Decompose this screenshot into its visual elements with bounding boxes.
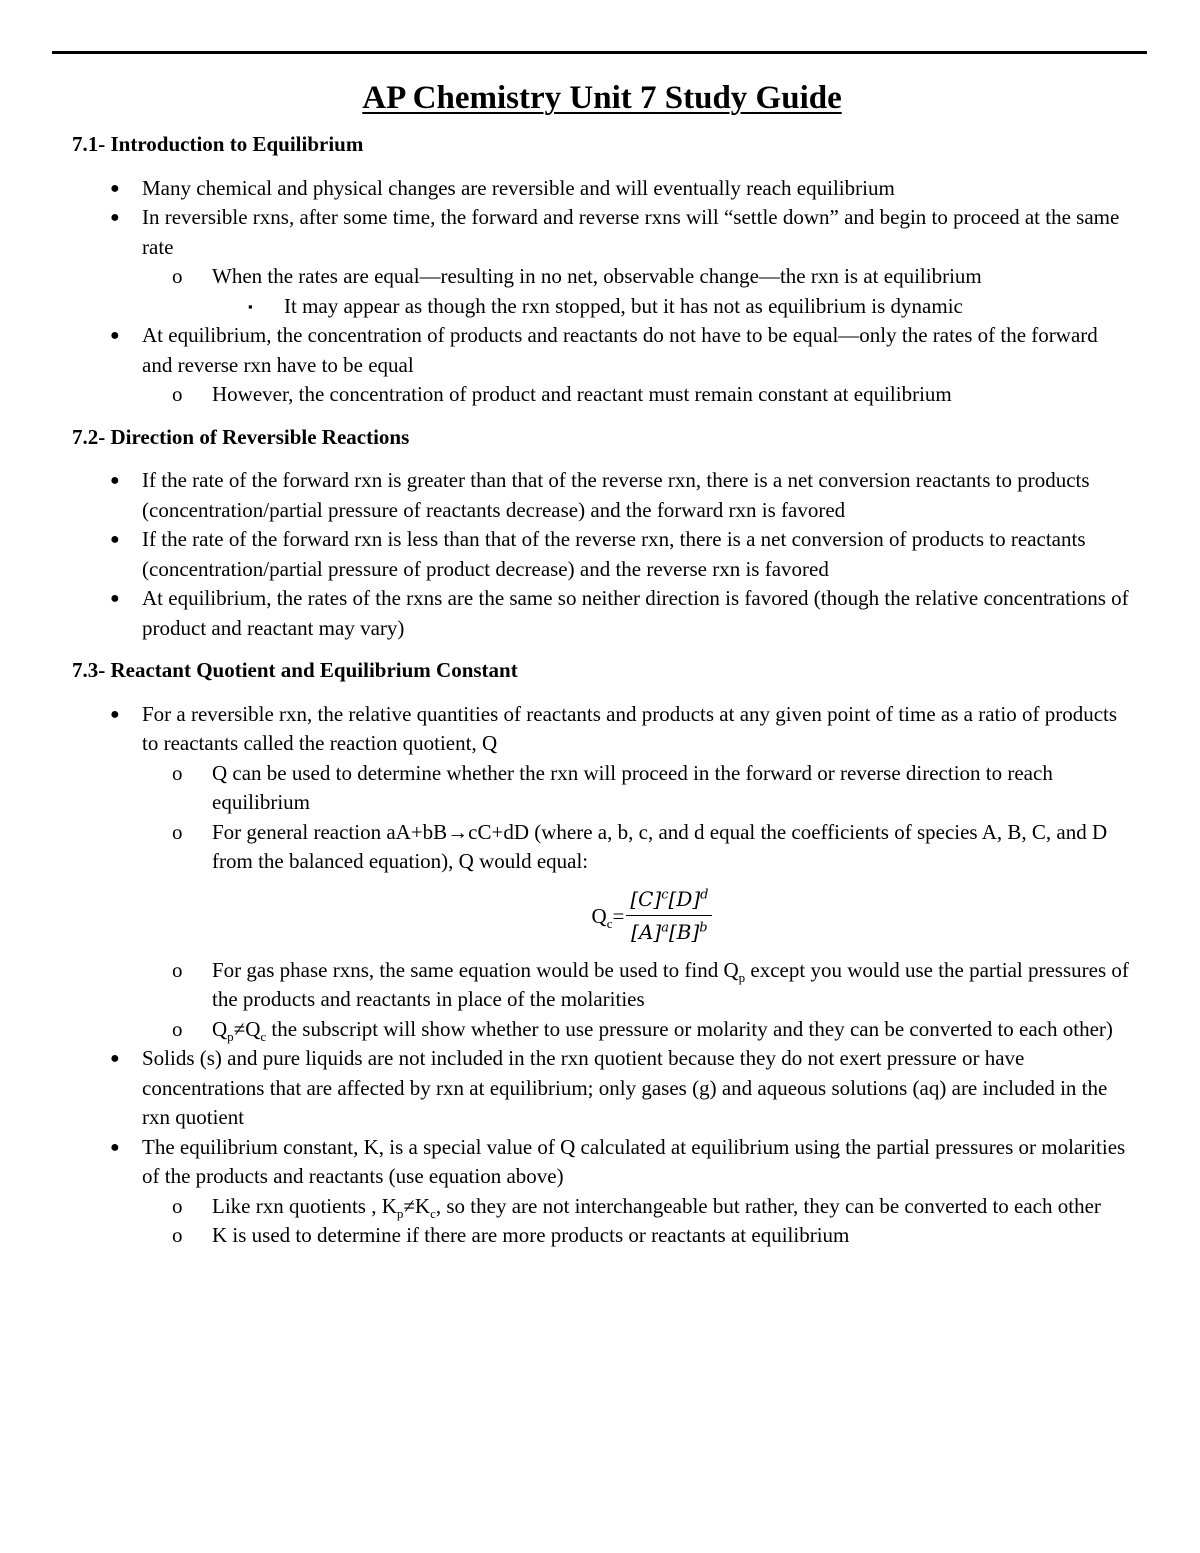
exponent-d: d bbox=[700, 886, 709, 902]
list-item bbox=[72, 1044, 1132, 1133]
document-page bbox=[72, 70, 1132, 1264]
section-heading: 7.2- Direction of Reversible Reactions bbox=[72, 424, 410, 449]
section-heading: 7.3- Reactant Quotient and Equilibrium Constant bbox=[72, 658, 518, 682]
bullet-list bbox=[72, 466, 1132, 643]
subscript-p: p bbox=[738, 969, 746, 985]
list-item-text: Solids (s) and pure liquids are not included in the rxn quotient because they do not exert pressure or have concentrations that are affected by rxn at equilibrium; only gases (g) and aqueous solutions (aq) are included in the rxn quotient bbox=[142, 1046, 1108, 1129]
disc-bullet-icon: ● bbox=[110, 1050, 120, 1067]
circle-bullet-icon: o bbox=[172, 264, 183, 288]
term-c: [C] bbox=[630, 886, 662, 911]
subscript-p: p bbox=[396, 1205, 404, 1221]
formula-subscript: c bbox=[606, 916, 613, 932]
list-item bbox=[72, 956, 1132, 1015]
list-item-text: For general reaction aA+bB→cC+dD (where a, b, c, and d equal the coefficients of species A, B, C, and D from the balanced equation), Q would equal: bbox=[212, 819, 1108, 873]
circle-bullet-icon: o bbox=[172, 819, 183, 844]
list-item-text: ≠Q bbox=[233, 1016, 261, 1041]
disc-bullet-icon: ● bbox=[110, 590, 120, 607]
formula-symbol: Q bbox=[591, 904, 607, 929]
top-rule bbox=[52, 51, 1147, 54]
reaction-quotient-formula bbox=[72, 885, 1132, 946]
list-item-text: When the rates are equal—resulting in no net, observable change—the rxn is at equilibrium bbox=[212, 264, 982, 288]
section-7-2 bbox=[72, 423, 1132, 644]
disc-bullet-icon: ● bbox=[110, 531, 120, 548]
list-item bbox=[72, 525, 1132, 584]
list-item bbox=[72, 584, 1132, 643]
list-item-text: In reversible rxns, after some time, the forward and reverse rxns will “settle down” and begin to proceed at the same rate bbox=[142, 205, 1120, 259]
list-item bbox=[72, 759, 1132, 818]
disc-bullet-icon: ● bbox=[110, 179, 120, 197]
circle-bullet-icon: o bbox=[172, 760, 183, 785]
subscript-c: c bbox=[260, 1028, 267, 1044]
list-item-text: At equilibrium, the concentration of products and reactants do not have to be equal—only the rates of the forward and reverse rxn have to be equal bbox=[142, 323, 1098, 377]
list-item bbox=[72, 466, 1132, 525]
section-heading: 7.1- Introduction to Equilibrium bbox=[72, 132, 364, 156]
formula-equals: = bbox=[612, 904, 625, 929]
list-item-text: ≠K bbox=[403, 1193, 431, 1218]
term-d: [D] bbox=[668, 886, 701, 911]
list-item bbox=[72, 818, 1132, 877]
formula-numerator bbox=[626, 885, 712, 916]
list-item bbox=[72, 174, 1132, 204]
list-item bbox=[72, 700, 1132, 759]
bullet-list bbox=[72, 700, 1132, 877]
list-item bbox=[72, 1221, 1132, 1251]
list-item bbox=[72, 1192, 1132, 1222]
list-item bbox=[72, 203, 1132, 262]
square-bullet-icon: ▪ bbox=[248, 298, 253, 314]
bullet-list bbox=[72, 174, 1132, 410]
section-7-1 bbox=[72, 130, 1132, 410]
exponent-b: b bbox=[699, 919, 708, 935]
circle-bullet-icon: o bbox=[172, 1193, 183, 1218]
disc-bullet-icon: ● bbox=[110, 705, 120, 723]
disc-bullet-icon: ● bbox=[110, 472, 120, 489]
list-item bbox=[72, 1133, 1132, 1192]
list-item-text: However, the concentration of product and reactant must remain constant at equilibrium bbox=[212, 382, 952, 406]
list-item bbox=[72, 262, 1132, 292]
circle-bullet-icon: o bbox=[172, 382, 183, 406]
disc-bullet-icon: ● bbox=[110, 209, 120, 226]
list-item-text: except you would use the partial pressures of the products and reactants in place of the molarities bbox=[212, 957, 1129, 1011]
list-item bbox=[72, 292, 1132, 322]
list-item-text: If the rate of the forward rxn is less than that of the reverse rxn, there is a net conversion of products to reactants (concentration/partial pressure of product decrease) and the reverse rxn is favored bbox=[142, 527, 1086, 581]
list-item-text: For gas phase rxns, the same equation would be used to find Q bbox=[212, 957, 739, 982]
formula-fraction bbox=[626, 885, 712, 946]
exponent-c: c bbox=[661, 886, 669, 902]
page-title: AP Chemistry Unit 7 Study Guide bbox=[362, 80, 842, 116]
formula-lhs bbox=[592, 902, 625, 932]
circle-bullet-icon: o bbox=[172, 957, 183, 982]
formula-denominator bbox=[627, 916, 711, 946]
list-item bbox=[72, 1015, 1132, 1045]
section-7-3 bbox=[72, 656, 1132, 1251]
list-item-text: K is used to determine if there are more products or reactants at equilibrium bbox=[212, 1223, 850, 1247]
list-item-text: Like rxn quotients , K bbox=[212, 1193, 397, 1218]
bullet-list bbox=[72, 956, 1132, 1251]
term-b: [B] bbox=[668, 919, 700, 944]
list-item-text: Q can be used to determine whether the rxn will proceed in the forward or reverse direction to reach equilibrium bbox=[212, 760, 1053, 814]
list-item-text: Q bbox=[212, 1016, 228, 1041]
list-item-text: If the rate of the forward rxn is greater than that of the reverse rxn, there is a net conversion reactants to products (concentration/partial pressure of reactants decrease) and the forward rxn is favored bbox=[142, 468, 1090, 522]
term-a: [A] bbox=[631, 919, 662, 944]
exponent-a: a bbox=[661, 919, 669, 935]
list-item bbox=[72, 380, 1132, 410]
list-item bbox=[72, 321, 1132, 380]
list-item-text: At equilibrium, the rates of the rxns are the same so neither direction is favored (though the relative concentrations of product and reactant may vary) bbox=[142, 586, 1129, 640]
circle-bullet-icon: o bbox=[172, 1223, 183, 1247]
list-item-text: For a reversible rxn, the relative quantities of reactants and products at any given point of time as a ratio of products to reactants called the reaction quotient, Q bbox=[142, 701, 1118, 755]
list-item-text: It may appear as though the rxn stopped, but it has not as equilibrium is dynamic bbox=[284, 293, 963, 318]
subscript-p: p bbox=[227, 1028, 234, 1044]
disc-bullet-icon: ● bbox=[110, 1138, 120, 1156]
list-item-text: Many chemical and physical changes are reversible and will eventually reach equilibrium bbox=[142, 175, 895, 200]
list-item-text: , so they are not interchangeable but rather, they can be converted to each other bbox=[435, 1193, 1101, 1218]
subscript-c: c bbox=[430, 1205, 436, 1221]
list-item-text: The equilibrium constant, K, is a special value of Q calculated at equilibrium using the partial pressures or molarities of the products and reactants (use equation above) bbox=[142, 1134, 1126, 1188]
disc-bullet-icon: ● bbox=[110, 327, 120, 344]
circle-bullet-icon: o bbox=[172, 1016, 183, 1041]
list-item-text: the subscript will show whether to use pressure or molarity and they can be converted to each other) bbox=[266, 1016, 1113, 1041]
